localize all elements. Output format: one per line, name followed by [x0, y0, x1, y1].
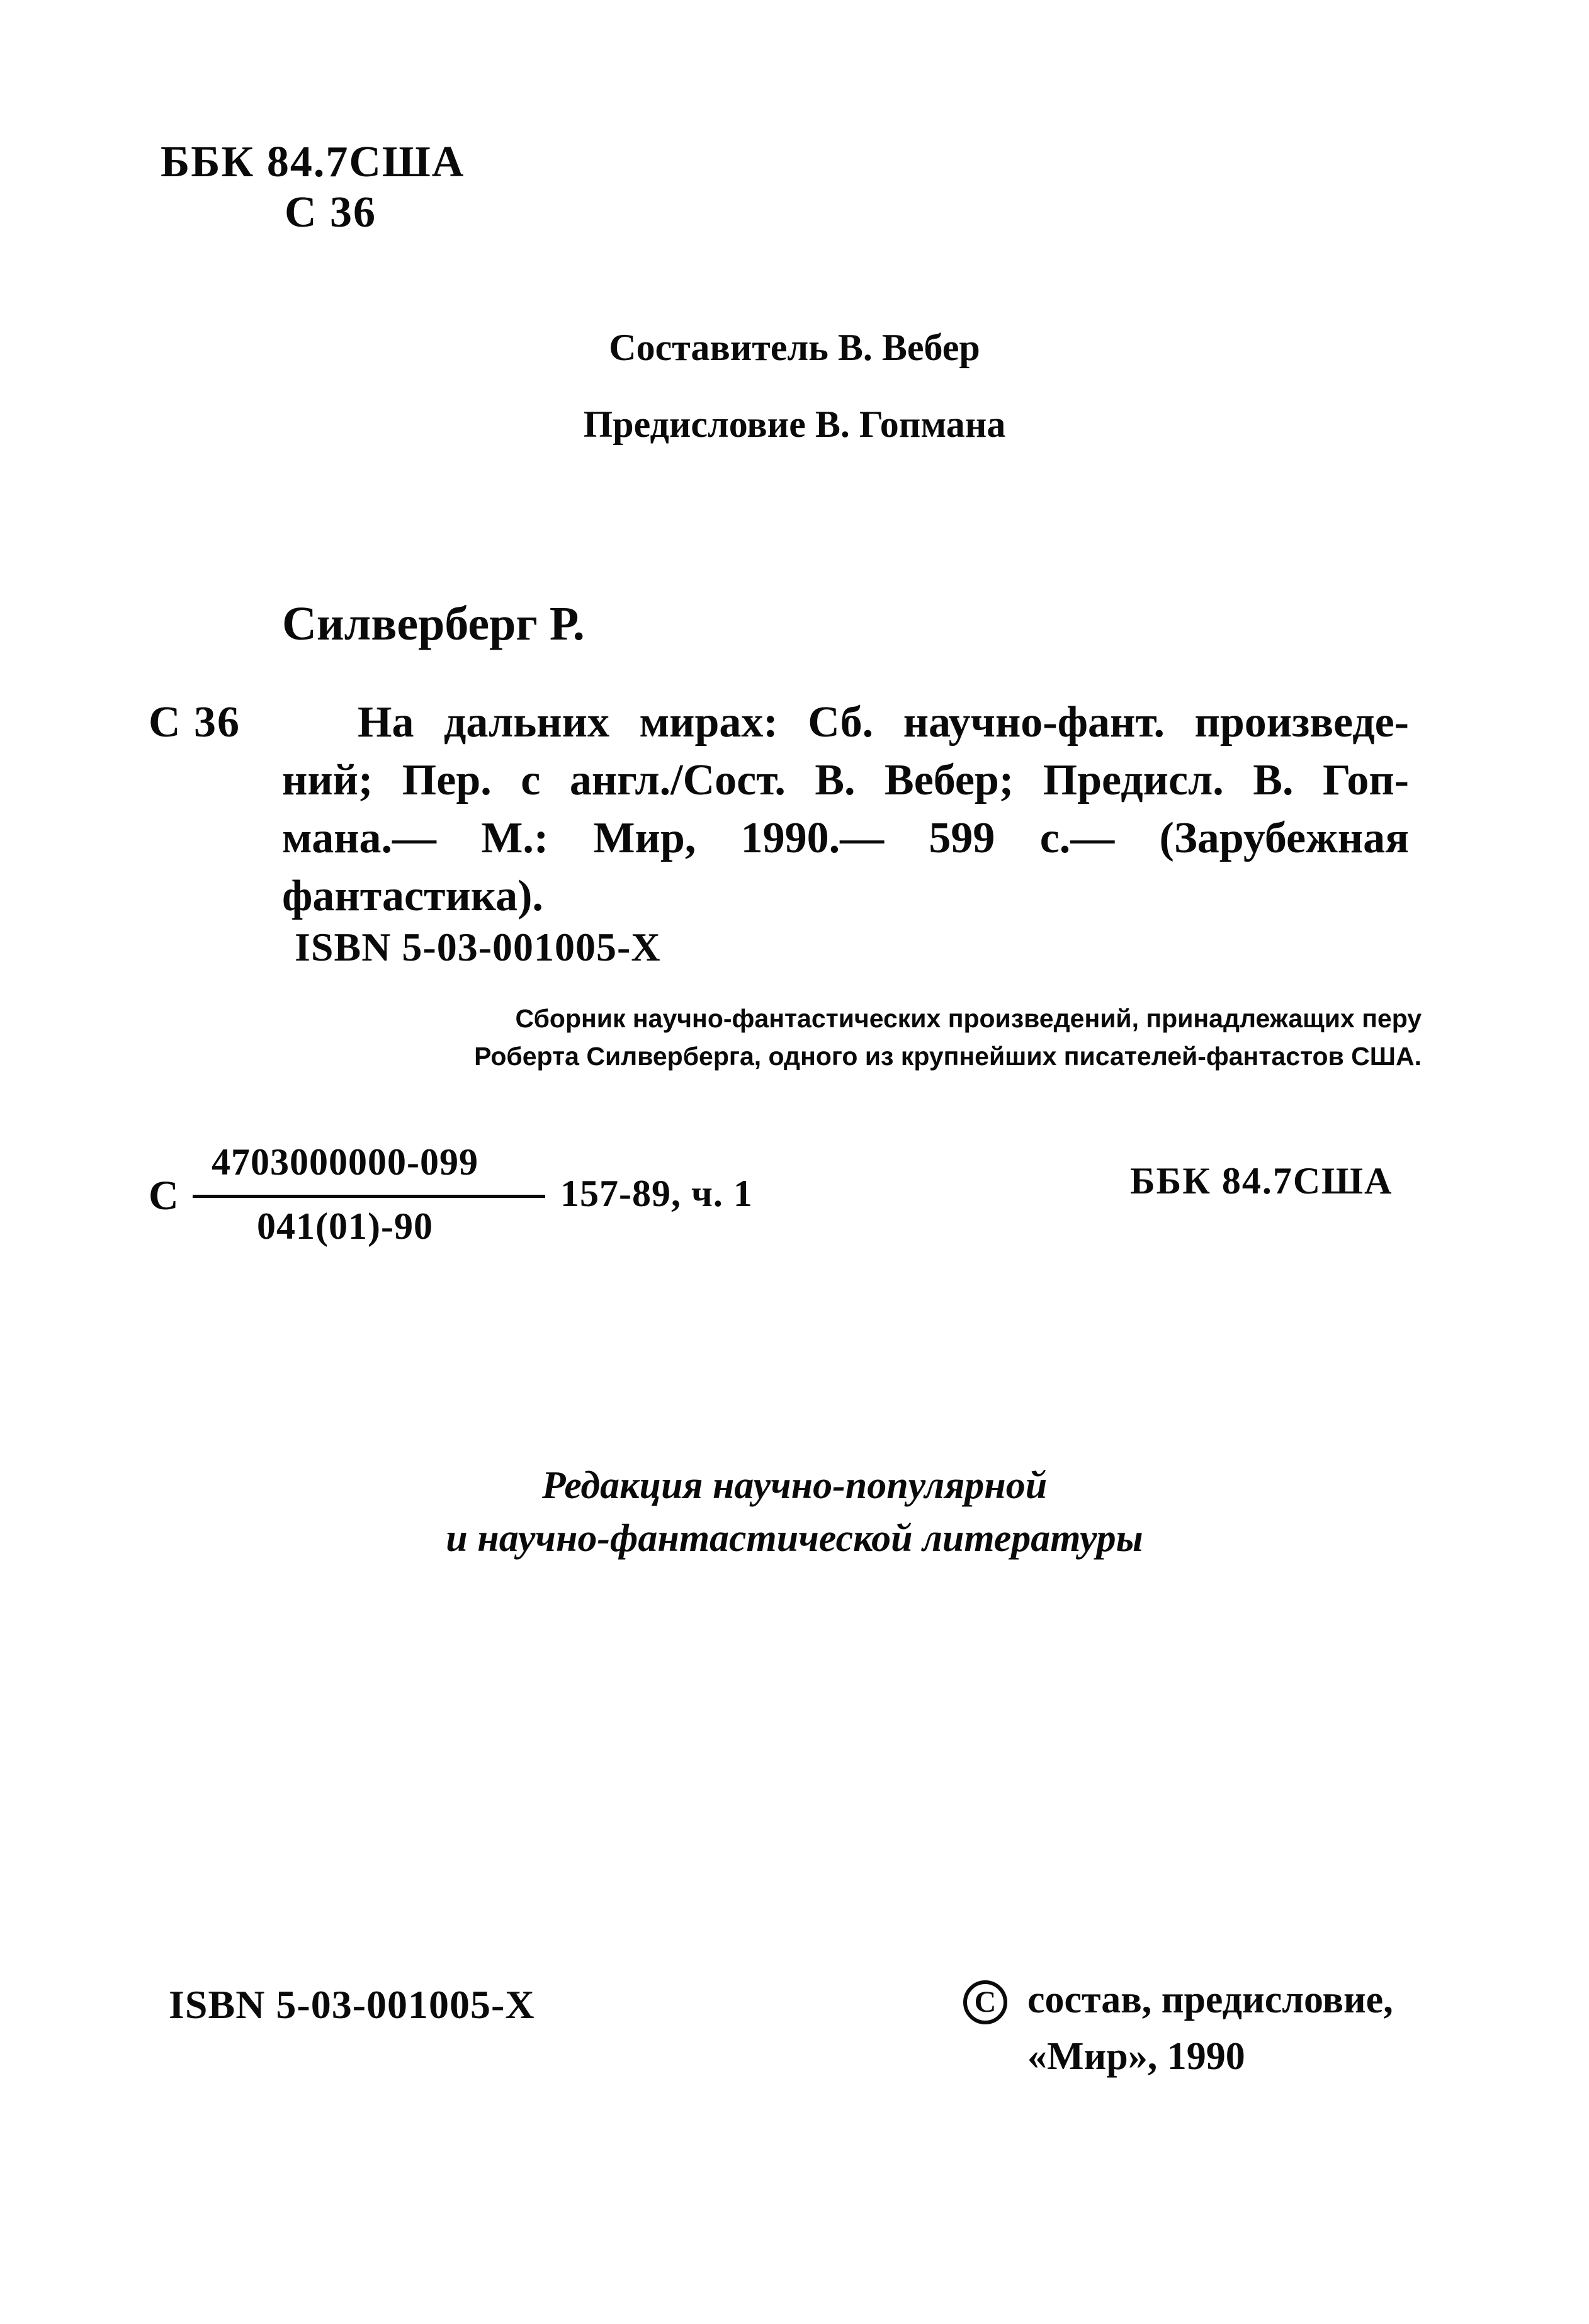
copyright-text: состав, предисловие, — [1027, 1978, 1393, 2021]
annotation-line: Сборник научно-фантастических произведений, принадлежащих перу — [515, 1004, 1422, 1033]
bbk-classification-code: ББК 84.7США — [161, 138, 465, 186]
annotation-line: Роберта Силверберга, одного из крупнейших писателей-фантастов США. — [474, 1042, 1422, 1071]
editorial-line: Редакция научно-популярной — [541, 1464, 1048, 1507]
formula-numerator: 4703000000-099 — [212, 1141, 478, 1183]
description-line: мана.— М.: Мир, 1990.— 599 с.— (Зарубежная — [282, 814, 1409, 862]
entry-cutter-mark: С 36 — [149, 698, 241, 747]
copyright-icon: С — [963, 1980, 1007, 2024]
fraction-line — [193, 1195, 545, 1198]
annotation — [340, 1000, 1422, 1075]
isbn-number: ISBN 5-03-001005-X — [295, 925, 661, 969]
isbn-bottom: ISBN 5-03-001005-X — [169, 1982, 535, 2027]
compiler-credit: Составитель В. Вебер — [609, 327, 980, 368]
author-heading: Силверберг Р. — [282, 597, 585, 650]
description-line: На дальних мирах: Сб. научно-фант. произведе- — [358, 698, 1409, 747]
editorial-board — [0, 1459, 1589, 1565]
bbk-code-right: ББК 84.7США — [1130, 1160, 1393, 1202]
bibliographic-description — [282, 694, 1409, 925]
editorial-line: и научно-фантастической литературы — [446, 1517, 1143, 1560]
description-line: фантастика). — [282, 872, 543, 920]
cutter-mark: С 36 — [285, 188, 377, 237]
formula-denominator: 041(01)-90 — [257, 1205, 433, 1247]
formula-suffix: 157-89, ч. 1 — [560, 1173, 753, 1214]
description-line: ний; Пер. с англ./Сост. В. Вебер; Предисл. В. Гоп- — [282, 756, 1409, 804]
foreword-credit: Предисловие В. Гопмана — [583, 403, 1006, 445]
formula-letter: С — [149, 1173, 179, 1219]
copyright-text: «Мир», 1990 — [1027, 2035, 1245, 2078]
